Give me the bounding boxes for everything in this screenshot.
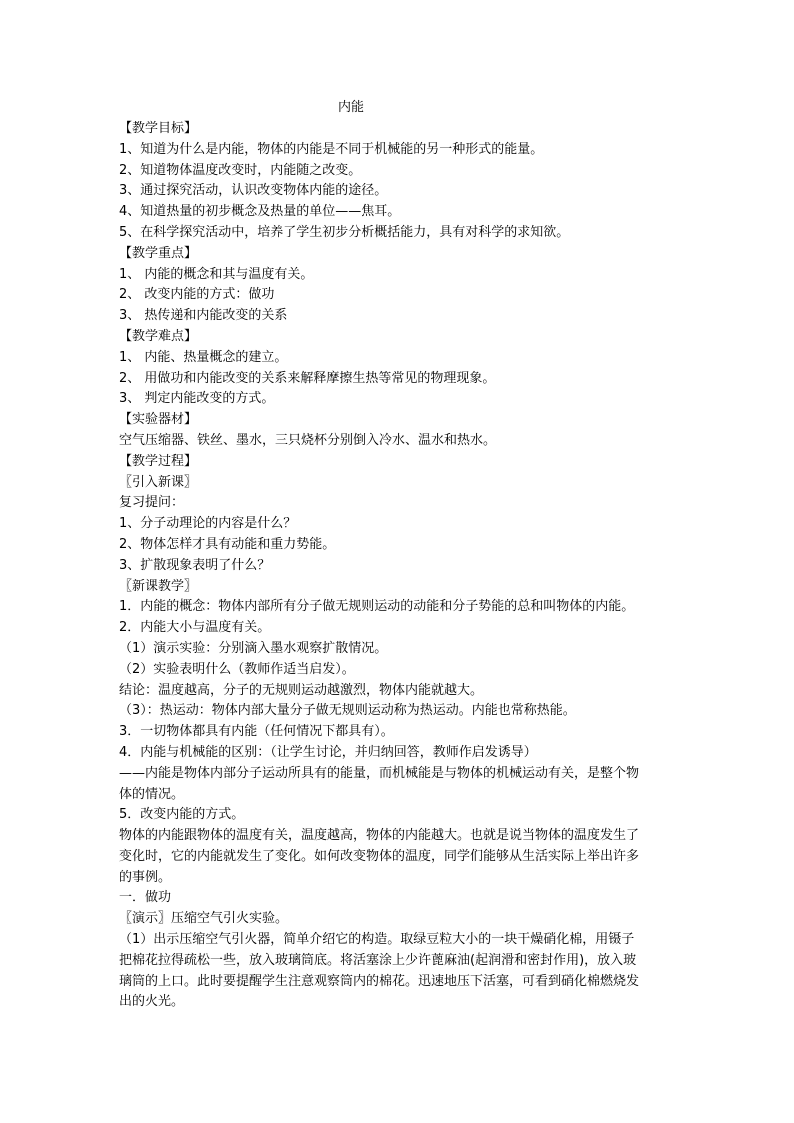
text-line: 〖引入新课〗 <box>119 474 198 490</box>
text-line: 把棉花拉得疏松一些，放入玻璃筒底。将活塞涂上少许蓖麻油(起润滑和密封作用)，放入玻 <box>119 952 637 968</box>
text-line: 1、知道为什么是内能，物体的内能是不同于机械能的另一种形式的能量。 <box>119 141 544 157</box>
document-body <box>119 119 679 1013</box>
text-line: 5．改变内能的方式。 <box>119 807 245 823</box>
text-line: （1）演示实验：分别滴入墨水观察扩散情况。 <box>119 640 388 656</box>
text-line: 的事例。 <box>119 869 172 885</box>
text-line: 空气压缩器、铁丝、墨水，三只烧杯分别倒入冷水、温水和热水。 <box>119 432 497 448</box>
text-line: 2、物体怎样才具有动能和重力势能。 <box>119 536 336 552</box>
text-line: 变化时，它的内能就发生了变化。如何改变物体的温度，同学们能够从生活实际上举出许多 <box>119 848 640 864</box>
text-line: 〖演示〗压缩空气引火实验。 <box>119 911 289 927</box>
text-line: 5、在科学探究活动中，培养了学生初步分析概括能力，具有对科学的求知欲。 <box>119 224 570 240</box>
text-line: 【实验器材】 <box>119 412 198 428</box>
text-line: 3、通过探究活动，认识改变物体内能的途径。 <box>119 183 388 199</box>
text-line: 1、分子动理论的内容是什么？ <box>119 516 297 532</box>
text-line: 复习提问： <box>119 495 185 511</box>
document-title: 内能 <box>338 100 365 115</box>
text-line: （1）出示压缩空气引火器，简单介绍它的构造。取绿豆粒大小的一块干燥硝化棉，用镊子 <box>119 932 635 948</box>
text-line: 〖新课教学〗 <box>119 578 198 594</box>
text-line: 1．内能的概念：物体内部所有分子做无规则运动的动能和分子势能的总和叫物体的内能。 <box>119 599 635 615</box>
text-line: 【教学难点】 <box>119 328 198 344</box>
text-line: 【教学目标】 <box>119 121 198 136</box>
text-line: 3、扩散现象表明了什么？ <box>119 557 271 573</box>
text-line: 4．内能与机械能的区别：（让学生讨论，并归纳回答，教师作启发诱导） <box>119 744 537 760</box>
text-line: 【教学重点】 <box>119 245 198 261</box>
document-page <box>119 97 679 1013</box>
text-line: 结论：温度越高，分子的无规则运动越激烈，物体内能就越大。 <box>119 682 484 698</box>
text-line: 4、知道热量的初步概念及热量的单位——焦耳。 <box>119 204 401 220</box>
text-line: 1、 内能的概念和其与温度有关。 <box>119 266 314 282</box>
text-line: ——内能是物体内部分子运动所具有的能量，而机械能是与物体的机械运动有关，是整个物 <box>119 765 640 781</box>
text-line: 出的火光。 <box>119 994 185 1010</box>
text-line: （3）：热运动：物体内部大量分子做无规则运动称为热运动。内能也常称热能。 <box>119 703 576 719</box>
text-line: 璃筒的上口。此时要提醒学生注意观察筒内的棉花。迅速地压下活塞，可看到硝化棉燃烧发 <box>119 973 640 989</box>
text-line: 物体的内能跟物体的温度有关，温度越高，物体的内能越大。也就是说当物体的温度发生了 <box>119 828 640 844</box>
text-line: 1、 内能、热量概念的建立。 <box>119 349 288 365</box>
text-line: 3．一切物体都具有内能（任何情况下都具有）。 <box>119 724 394 740</box>
text-line: 2．内能大小与温度有关。 <box>119 620 271 636</box>
text-line: 2、 用做功和内能改变的关系来解释摩擦生热等常见的物理现象。 <box>119 370 496 386</box>
text-line: 【教学过程】 <box>119 453 198 469</box>
text-line: 体的情况。 <box>119 786 185 802</box>
text-line: 2、知道物体温度改变时，内能随之改变。 <box>119 162 362 178</box>
text-line: （2）实验表明什么（教师作适当启发）。 <box>119 661 355 677</box>
text-line: 一．做功 <box>119 890 172 906</box>
text-line: 2、 改变内能的方式：做功 <box>119 287 275 303</box>
text-line: 3、 判定内能改变的方式。 <box>119 391 275 407</box>
text-line: 3、 热传递和内能改变的关系 <box>119 308 288 324</box>
